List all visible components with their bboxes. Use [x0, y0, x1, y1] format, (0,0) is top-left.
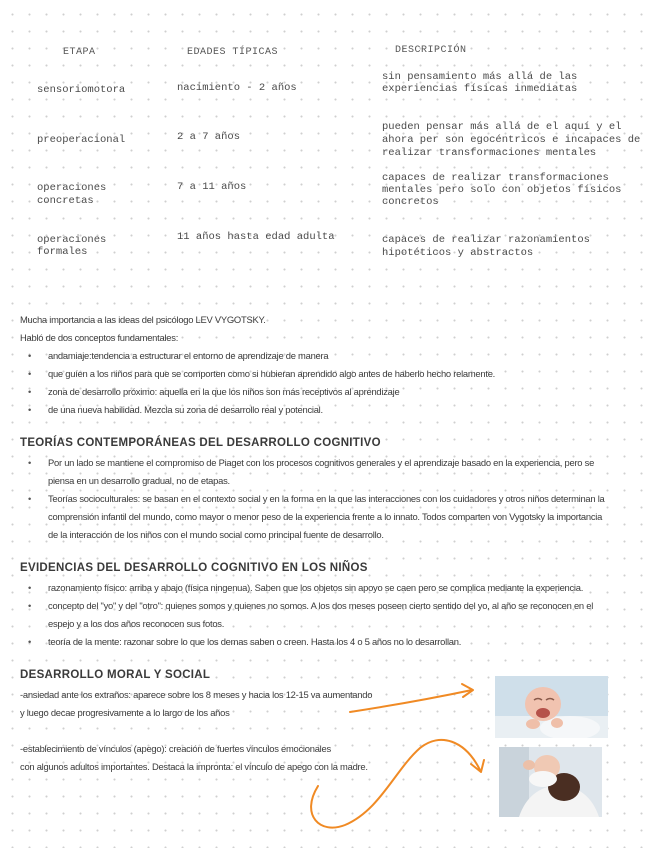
desc-line: experiencias físicas inmediatas — [382, 83, 578, 95]
desc-line: sin pensamiento más allá de las — [382, 71, 578, 83]
desc-line: capaces de realizar razonamientos — [382, 234, 590, 246]
header-descripcion: DESCRIPCIÓN — [395, 45, 467, 56]
contemporary-bullet-cont: piensa en un desarrollo gradual, no de etapas. — [48, 475, 230, 486]
desc-line: pueden pensar más allá de el aquí y el — [382, 121, 622, 133]
contemporary-bullet: • Por un lado se mantiene el compromiso de Piaget con los procesos cognitivos generales y el aprendizaje basado en la experiencia, pero se — [48, 457, 594, 468]
section-title-evidence: EVIDENCIAS DEL DESARROLLO COGNITIVO EN LOS NIÑOS — [20, 562, 368, 574]
desc-line: mentales pero solo con objetos físicos — [382, 184, 622, 196]
evidence-bullet: • concepto del "yo" y del "otro": quienes somos y quienes no somos. A los dos meses poseen cierto sentido del yo, al año se reconocen en el — [48, 600, 593, 611]
moral-paragraph-line: y luego decae progresivamente a lo largo de los años — [20, 707, 230, 718]
arrow-to-crying-baby — [350, 690, 472, 712]
contemporary-bullet-cont: de la interacción de los niños con el mundo social como principal fuente de desarrollo. — [48, 529, 384, 540]
contemporary-bullet: • Teorías socioculturales: se basan en el contexto social y en la forma en la que las interacciones con los cuidadores y otros niños determinan la — [48, 493, 605, 504]
stage-cell: operaciones — [37, 234, 107, 246]
stage-cell: preoperacional — [37, 134, 126, 146]
header-etapa: ETAPA — [63, 47, 96, 58]
vygotsky-intro-line: Habló de dos conceptos fundamentales: — [20, 332, 179, 343]
evidence-bullet-cont: espejo y a los dos años reconocen sus fotos. — [48, 618, 225, 629]
desc-line: ahora per son egocéntricos e incapaces de — [382, 134, 641, 146]
vygotsky-intro-line: Mucha importancia a las ideas del psicólogo LEV VYGOTSKY. — [20, 314, 266, 325]
moral-paragraph-line: -ansiedad ante los extraños: aparece sobre los 8 meses y hacia los 12-15 va aumentando — [20, 689, 373, 700]
section-title-contemporary: TEORÍAS CONTEMPORÁNEAS DEL DESARROLLO COGNITIVO — [20, 437, 381, 449]
header-edades: EDADES TÍPICAS — [187, 47, 279, 58]
evidence-bullet: • razonamiento físico: arriba y abajo (física ningenua). Saben que los objetos sin apoyo se caen pero se complica mediante la experiencia. — [48, 582, 583, 593]
stage-cell: formales — [37, 246, 88, 258]
ages-cell: 11 años hasta edad adulta — [177, 231, 335, 243]
vygotsky-bullet: • andamiaje:tendencia a estructurar el entorno de aprendizaje de manera — [48, 350, 328, 361]
vygotsky-bullet: • que guíen a los niños para que se comporten como si hubieran aprendido algo antes de haberlo hecho relamente. — [48, 368, 495, 379]
ages-cell: 2 a 7 años — [177, 131, 241, 143]
section-title-moral: DESARROLLO MORAL Y SOCIAL — [20, 669, 211, 681]
vygotsky-bullet: • zona de desarrollo próximo: aquella en la que los niños son más receptivos al aprendizaje — [48, 386, 399, 397]
moral-paragraph-line: con algunos adultos importantes. Destaca la impronta: el vínculo de apego con la madre. — [20, 761, 368, 772]
ages-cell: nacimiento - 2 años — [177, 82, 297, 94]
desc-line: realizar transformaciones mentales — [382, 147, 597, 159]
stage-cell: operaciones — [37, 182, 107, 194]
desc-line: hipotéticos y abstractos — [382, 247, 534, 259]
vygotsky-bullet: • de una nueva habilidad. Mezcla su zona de desarrollo real y potencial. — [48, 404, 323, 415]
arrow-to-mother-baby — [311, 740, 480, 828]
desc-line: capaces de realizar transformaciones — [382, 172, 609, 184]
stage-cell: sensoriomotora — [37, 84, 126, 96]
moral-paragraph-line: -establecimiento de vínculos (apego): creación de fuertes vínculos emocionales — [20, 743, 331, 754]
desc-line: concretos — [382, 196, 439, 208]
evidence-bullet: • teoría de la mente: razonar sobre lo que los demas saben o creen. Hasta los 4 o 5 años no lo desarrollan. — [48, 636, 461, 647]
ages-cell: 7 a 11 años — [177, 181, 247, 193]
stage-cell: concretas — [37, 195, 94, 207]
contemporary-bullet-cont: comprensión infantil del mundo, como mayor o menor peso de la experiencia frente a lo innato. Todos comparten von Vygotsky la importancia — [48, 511, 603, 522]
